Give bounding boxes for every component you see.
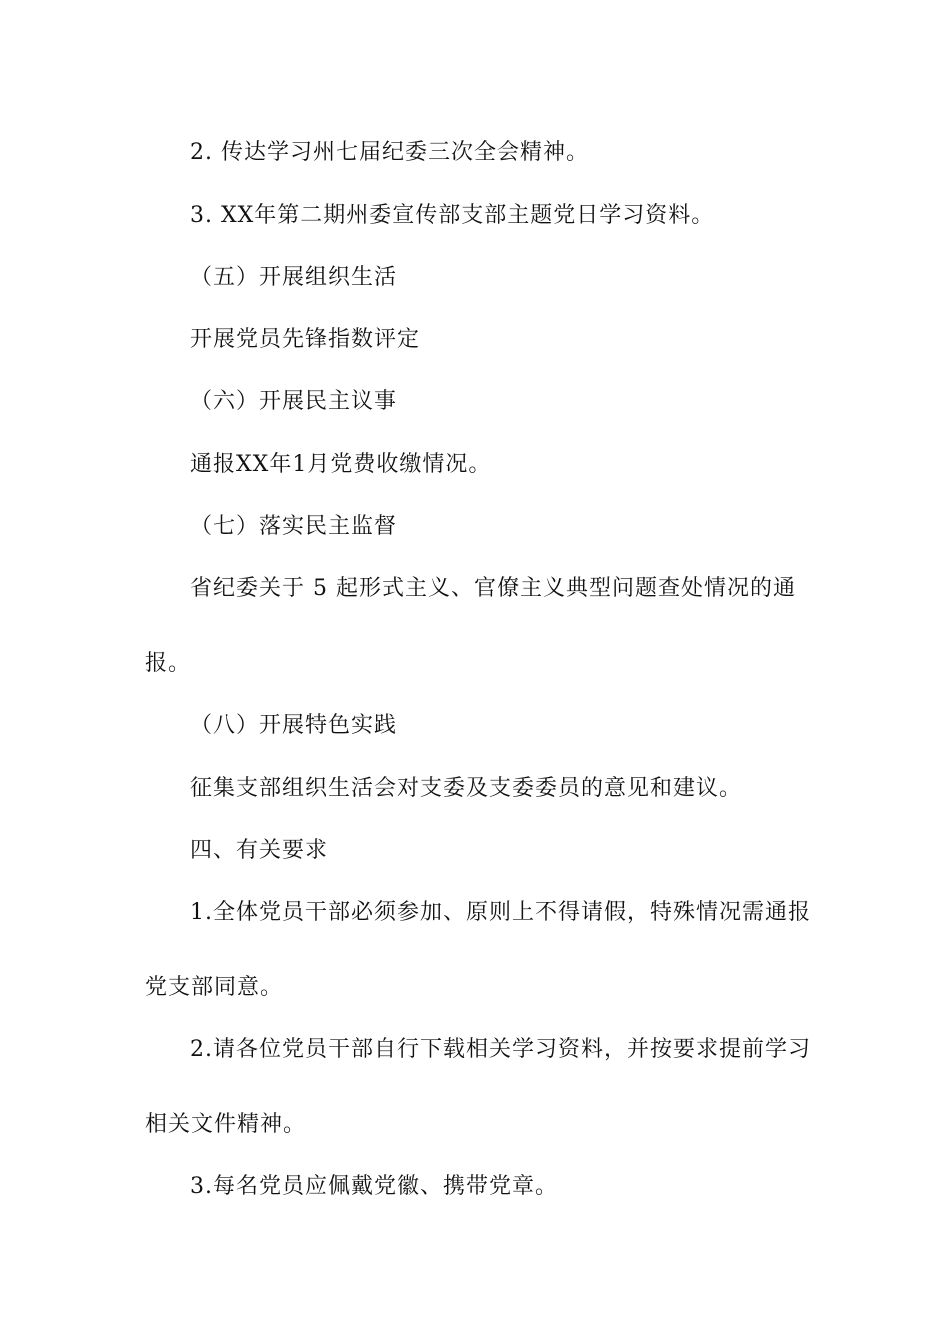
list-item-2: 2. 传达学习州七届纪委三次全会精神。 — [190, 140, 589, 165]
paragraph-7: 省纪委关于 5 起形式主义、官僚主义典型问题查处情况的通 — [190, 576, 796, 601]
section-heading-8: （八）开展特色实践 — [190, 713, 398, 738]
section-heading-5: （五）开展组织生活 — [190, 265, 398, 290]
section-heading-7: （七）落实民主监督 — [190, 514, 398, 539]
paragraph-7-continued: 报。 — [145, 651, 192, 676]
requirement-3: 3.每名党员应佩戴党徽、携带党章。 — [190, 1174, 558, 1199]
section-heading-6: （六）开展民主议事 — [190, 389, 398, 414]
list-item-3: 3. XX年第二期州委宣传部支部主题党日学习资料。 — [190, 203, 715, 228]
paragraph-5: 开展党员先锋指数评定 — [190, 327, 421, 352]
requirement-1: 1.全体党员干部必须参加、原则上不得请假，特殊情况需通报 — [190, 900, 811, 925]
requirement-2-continued: 相关文件精神。 — [145, 1112, 307, 1137]
requirement-1-continued: 党支部同意。 — [145, 975, 284, 1000]
paragraph-6: 通报XX年1月党费收缴情况。 — [190, 452, 492, 477]
requirement-2: 2.请各位党员干部自行下载相关学习资料，并按要求提前学习 — [190, 1037, 811, 1062]
paragraph-8: 征集支部组织生活会对支委及支委委员的意见和建议。 — [190, 776, 743, 801]
section-heading-requirements: 四、有关要求 — [190, 838, 329, 863]
